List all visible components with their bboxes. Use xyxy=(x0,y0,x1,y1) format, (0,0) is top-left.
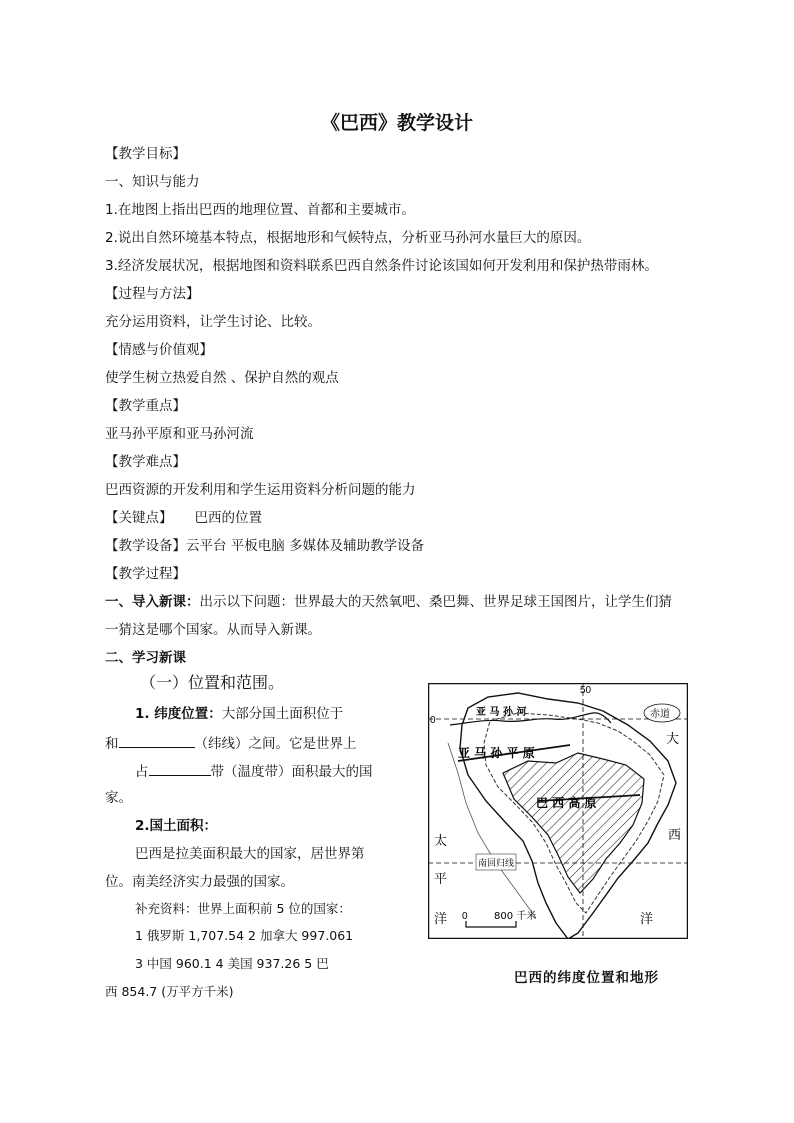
section-1-heading: （一）位置和范围。 xyxy=(140,673,285,692)
intro-line-1 xyxy=(105,593,672,611)
latitude-text-4: 家。 xyxy=(105,790,132,806)
knowledge-heading: 一、知识与能力 xyxy=(105,174,200,190)
atlantic-label-3: 洋 xyxy=(640,912,654,927)
latitude-blank-1[interactable] xyxy=(119,733,195,748)
area-text-1: 巴西是拉美面积最大的国家，居世界第 xyxy=(135,846,365,862)
supplement-row-3: 西 854.7 (万平方千米) xyxy=(105,984,234,999)
page-title: 《巴西》教学设计 xyxy=(320,112,473,134)
intro-text-2: 一猜这是哪个国家。从而导入新课。 xyxy=(105,622,321,638)
equipment-heading: 【教学设备】 xyxy=(105,538,186,554)
intro-text-1: 出示以下问题：世界最大的天然氧吧、桑巴舞、世界足球王国图片，让学生们猜 xyxy=(199,594,672,610)
latitude-zero-label: 0 xyxy=(430,715,436,726)
latitude-line-2 xyxy=(105,733,357,753)
equipment-line xyxy=(105,537,424,555)
equator-label: 赤道 xyxy=(650,709,670,720)
knowledge-item-1: 1.在地图上指出巴西的地理位置、首都和主要城市。 xyxy=(105,202,415,218)
latitude-text-2b: （纬线）之间。它是世界上 xyxy=(194,736,357,752)
amazon-river-label: 亚 马 孙 河 xyxy=(476,707,527,718)
map-caption: 巴西的纬度位置和地形 xyxy=(514,970,659,986)
supplement-heading: 补充资料：世界上面积前 5 位的国家： xyxy=(135,901,351,916)
latitude-text-3b: 带（温度带）面积最大的国 xyxy=(210,764,373,780)
pacific-label-2: 平 xyxy=(434,872,448,887)
crux-text: 巴西的位置 xyxy=(194,510,262,526)
intro-heading: 一、导入新课： xyxy=(105,594,200,610)
meridian-label: 50 xyxy=(580,685,592,696)
pacific-label-1: 太 xyxy=(434,834,448,849)
key-point-text: 亚马孙平原和亚马孙河流 xyxy=(105,426,254,442)
supplement-row-2: 3 中国 960.1 4 美国 937.26 5 巴 xyxy=(135,956,329,971)
area-text-2: 位。南美经济实力最强的国家。 xyxy=(105,874,294,890)
process-heading: 【过程与方法】 xyxy=(105,286,200,302)
emotion-text: 使学生树立热爱自然 、保护自然的观点 xyxy=(105,370,339,386)
latitude-line-1 xyxy=(135,705,343,723)
area-heading: 2.国土面积： xyxy=(135,818,218,834)
new-lesson-heading: 二、学习新课 xyxy=(105,650,186,666)
scale-zero-label: 0 xyxy=(462,911,468,922)
latitude-line-3 xyxy=(135,761,373,781)
latitude-text-1: 大部分国土面积位于 xyxy=(221,706,344,722)
difficulty-heading: 【教学难点】 xyxy=(105,454,186,470)
crux-line xyxy=(105,509,262,527)
process-text: 充分运用资料，让学生讨论、比较。 xyxy=(105,314,321,330)
latitude-blank-2[interactable] xyxy=(149,761,211,776)
knowledge-item-2: 2.说出自然环境基本特点，根据地形和气候特点，分析亚马孙河水量巨大的原因。 xyxy=(105,230,591,246)
atlantic-label-1: 大 xyxy=(666,732,680,747)
latitude-text-3a: 占 xyxy=(135,764,149,780)
plateau-label: 巴 西 高 原 xyxy=(536,796,597,810)
atlantic-label-2: 西 xyxy=(668,828,682,843)
procedure-heading: 【教学过程】 xyxy=(105,566,186,582)
crux-heading: 【关键点】 xyxy=(105,510,173,526)
supplement-row-1: 1 俄罗斯 1,707.54 2 加拿大 997.061 xyxy=(135,928,354,943)
goals-heading: 【教学目标】 xyxy=(105,146,186,162)
latitude-text-2a: 和 xyxy=(105,736,119,752)
pacific-label-3: 洋 xyxy=(434,912,448,927)
knowledge-item-3: 3.经济发展状况，根据地图和资料联系巴西自然条件讨论该国如何开发利用和保护热带雨林。 xyxy=(105,258,658,274)
brazil-map xyxy=(428,683,688,939)
emotion-heading: 【情感与价值观】 xyxy=(105,342,213,358)
latitude-heading: 1. 纬度位置： xyxy=(135,706,222,722)
scale-label: 800 千米 xyxy=(494,911,537,922)
equipment-text: 云平台 平板电脑 多媒体及辅助教学设备 xyxy=(186,538,425,554)
key-point-heading: 【教学重点】 xyxy=(105,398,186,414)
difficulty-text: 巴西资源的开发利用和学生运用资料分析问题的能力 xyxy=(105,482,416,498)
amazon-plain-label: 亚 马 孙 平 原 xyxy=(458,746,535,760)
tropic-label: 南回归线 xyxy=(478,859,515,869)
